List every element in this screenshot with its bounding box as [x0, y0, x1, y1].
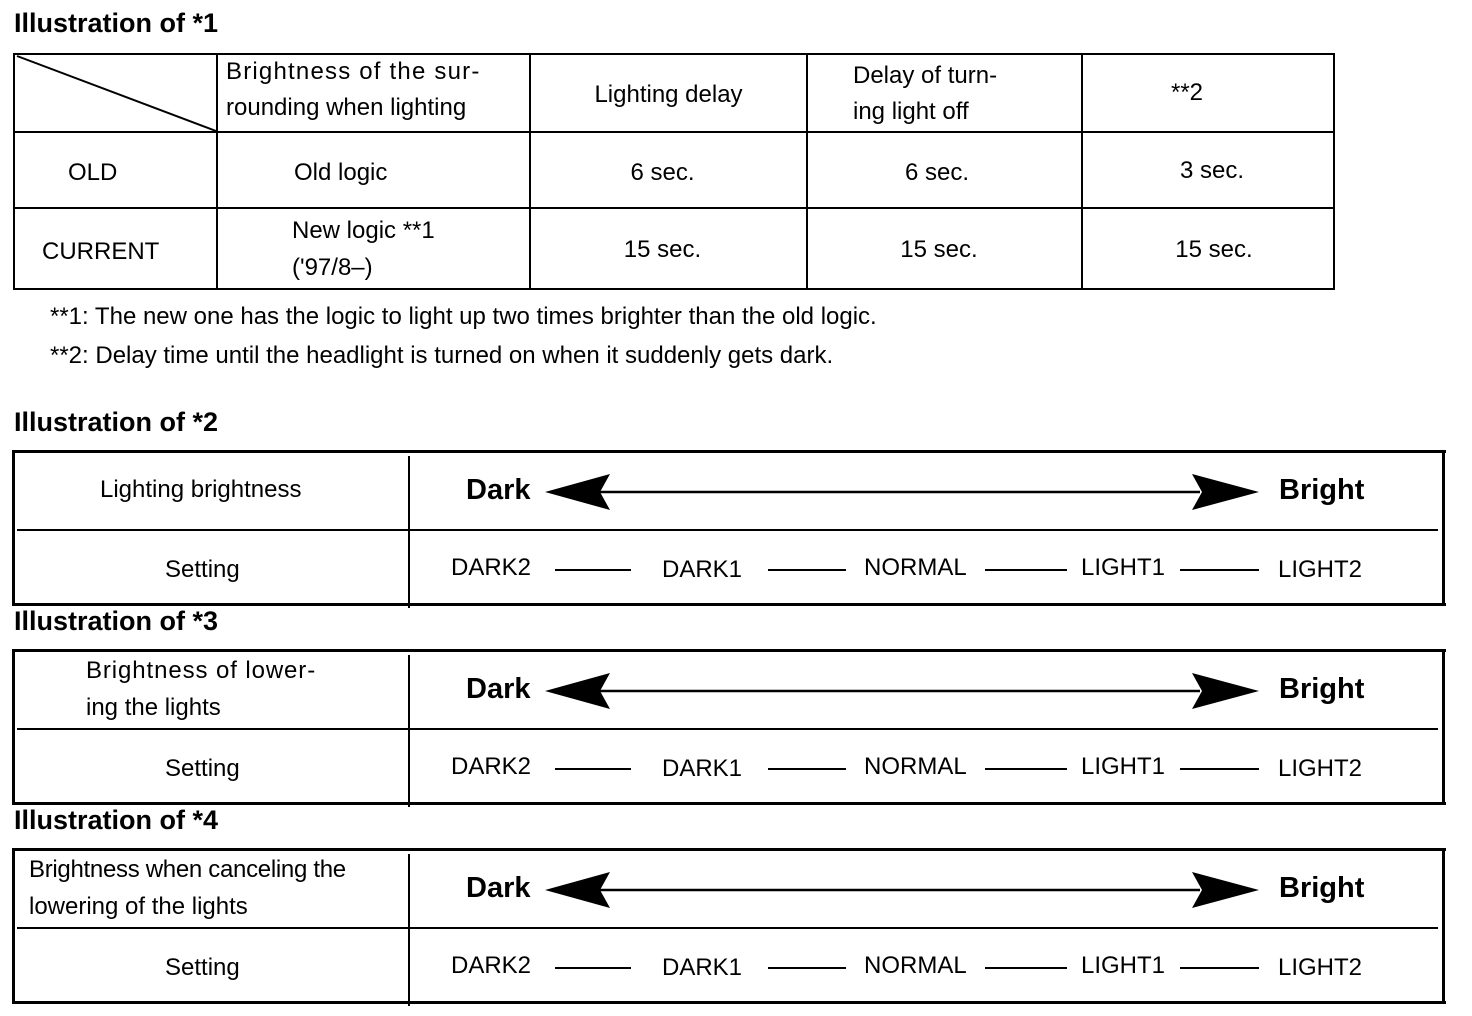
- section2-heading: Illustration of *2: [14, 407, 219, 437]
- panel4-label-line1: Brightness when canceling the: [29, 856, 346, 883]
- panel2-double-arrow-icon: [545, 474, 1259, 510]
- section4-heading: Illustration of *4: [14, 805, 219, 835]
- row-old-off-delay: 6 sec.: [904, 159, 970, 186]
- header-brightness-line2: rounding when lighting: [226, 94, 467, 121]
- header-off-delay-line2: ing light off: [853, 98, 969, 125]
- panel2-setting-label: Setting: [165, 556, 240, 583]
- panel4-setting-label: Setting: [165, 954, 240, 981]
- panel3-bright-label: Bright: [1279, 673, 1365, 705]
- panel3-setting-dark2: DARK2: [451, 753, 532, 780]
- footnote-1: **1: The new one has the logic to light up two times brighter than the old logic.: [50, 303, 877, 330]
- panel3-double-arrow-icon: [545, 673, 1259, 709]
- panel2-dark-label: Dark: [466, 474, 531, 506]
- row-current-off-delay: 15 sec.: [900, 236, 978, 263]
- panel2-setting-light1: LIGHT1: [1081, 554, 1166, 581]
- row-current-dark-delay: 15 sec.: [1175, 236, 1253, 263]
- row-old-dark-delay: 3 sec.: [1179, 157, 1245, 184]
- section1-heading: Illustration of *1: [14, 8, 219, 38]
- row-current-logic-line1: New logic **1: [292, 217, 435, 244]
- panel2-label-line1: Lighting brightness: [100, 476, 302, 503]
- panel4-setting-light2: LIGHT2: [1278, 954, 1363, 981]
- panel3-dark-label: Dark: [466, 673, 531, 705]
- panel3-setting-light1: LIGHT1: [1081, 753, 1166, 780]
- row-old-logic: Old logic: [294, 159, 388, 186]
- panel3-setting-normal: NORMAL: [864, 753, 967, 780]
- panel3-label-line2: ing the lights: [86, 694, 221, 721]
- row-old-lighting-delay: 6 sec.: [630, 159, 695, 186]
- panel3-setting-dark1: DARK1: [662, 755, 743, 782]
- panel3-label-line1: Brightness of lower-: [86, 657, 317, 684]
- panel4-setting-dark2: DARK2: [451, 952, 532, 979]
- header-brightness-line1: Brightness of the sur-: [226, 58, 481, 85]
- footnote-2: **2: Delay time until the headlight is turned on when it suddenly gets dark.: [50, 342, 834, 369]
- panel4-setting-dark1: DARK1: [662, 954, 743, 981]
- panel2-setting-dark2: DARK2: [451, 554, 532, 581]
- row-current-lighting-delay: 15 sec.: [623, 236, 702, 263]
- header-off-delay-line1: Delay of turn-: [853, 62, 998, 89]
- header-note2: **2: [1171, 79, 1204, 106]
- row-current-label: CURRENT: [42, 238, 160, 265]
- panel2-bright-label: Bright: [1279, 474, 1365, 506]
- panel3-setting-label: Setting: [165, 755, 240, 782]
- panel4-label-line2: lowering of the lights: [29, 893, 248, 920]
- panel2-setting-dark1: DARK1: [662, 556, 743, 583]
- panel4-bright-label: Bright: [1279, 872, 1365, 904]
- panel2-setting-light2: LIGHT2: [1278, 556, 1363, 583]
- header-lighting-delay: Lighting delay: [594, 81, 743, 108]
- panel2-setting-normal: NORMAL: [864, 554, 967, 581]
- panel3-setting-light2: LIGHT2: [1278, 755, 1363, 782]
- row-current-logic-line2: ('97/8–): [292, 254, 373, 281]
- section3-heading: Illustration of *3: [14, 606, 219, 636]
- panel4-dark-label: Dark: [466, 872, 531, 904]
- panel4-double-arrow-icon: [545, 872, 1259, 908]
- row-old-label: OLD: [68, 159, 118, 186]
- panel4-setting-light1: LIGHT1: [1081, 952, 1166, 979]
- panel4-setting-normal: NORMAL: [864, 952, 967, 979]
